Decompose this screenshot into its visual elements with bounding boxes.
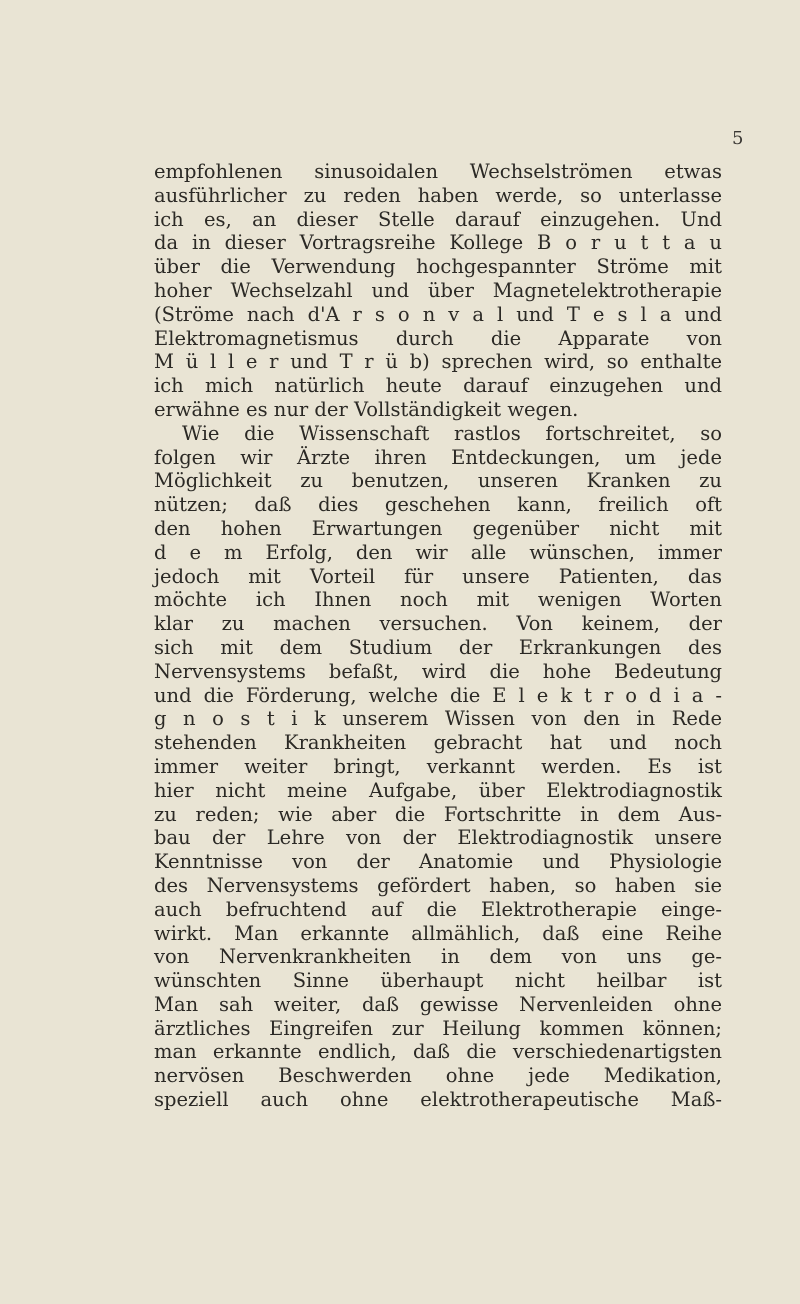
text-line: speziell auch ohne elektrotherapeutische Maß- bbox=[154, 1088, 722, 1112]
text-line: sich mit dem Studium der Erkrankungen des bbox=[154, 635, 722, 659]
text-line: Kenntnisse von der Anatomie und Physiologie bbox=[154, 850, 722, 874]
text-line: man erkannte endlich, daß die verschiedenartigsten bbox=[154, 1040, 722, 1064]
text-line: von Nervenkrankheiten in dem von uns ge- bbox=[154, 945, 722, 969]
text-line: stehenden Krankheiten gebracht hat und noch bbox=[154, 731, 722, 755]
text-line: g n o s t i k unserem Wissen von den in Rede bbox=[154, 707, 722, 731]
text-line: möchte ich Ihnen noch mit wenigen Worten bbox=[154, 588, 722, 612]
text-line: bau der Lehre von der Elektrodiagnostik unsere bbox=[154, 826, 722, 850]
text-line: ich es, an dieser Stelle darauf einzugehen. Und bbox=[154, 207, 722, 231]
text-line: Man sah weiter, daß gewisse Nervenleiden ohne bbox=[154, 992, 722, 1016]
text-line: jedoch mit Vorteil für unsere Patienten, das bbox=[154, 564, 722, 588]
text-line: wünschten Sinne überhaupt nicht heilbar ist bbox=[154, 969, 722, 993]
text-line: des Nervensystems gefördert haben, so haben sie bbox=[154, 873, 722, 897]
text-line: (Ströme nach d'A r s o n v a l und T e s l a und bbox=[154, 302, 722, 326]
text-line: erwähne es nur der Vollständigkeit wegen. bbox=[154, 397, 579, 421]
text-line: hoher Wechselzahl und über Magnetelektrotherapie bbox=[154, 278, 722, 302]
text-line: den hohen Erwartungen gegenüber nicht mit bbox=[154, 516, 722, 540]
text-line: wirkt. Man erkannte allmählich, daß eine Reihe bbox=[154, 921, 722, 945]
page-number: 5 bbox=[732, 128, 744, 149]
text-line: ausführlicher zu reden haben werde, so unterlasse bbox=[154, 183, 722, 207]
text-line: Nervensystems befaßt, wird die hohe Bedeutung bbox=[154, 659, 722, 683]
text-line: Möglichkeit zu benutzen, unseren Kranken zu bbox=[154, 469, 722, 493]
text-line: hier nicht meine Aufgabe, über Elektrodiagnostik bbox=[154, 778, 722, 802]
text-line: auch befruchtend auf die Elektrotherapie einge- bbox=[154, 897, 722, 921]
text-line: nervösen Beschwerden ohne jede Medikation, bbox=[154, 1064, 722, 1088]
text-line: empfohlenen sinusoidalen Wechselströmen etwas bbox=[154, 160, 722, 183]
text-line: Wie die Wissenschaft rastlos fortschreitet, so bbox=[182, 421, 722, 445]
text-line: ärztliches Eingreifen zur Heilung kommen können; bbox=[154, 1016, 722, 1040]
text-line: über die Verwendung hochgespannter Ströme mit bbox=[154, 255, 722, 279]
text-line: ich mich natürlich heute darauf einzugehen und bbox=[154, 374, 722, 398]
text-line: folgen wir Ärzte ihren Entdeckungen, um jede bbox=[154, 445, 722, 469]
text-line: immer weiter bringt, verkannt werden. Es ist bbox=[154, 754, 722, 778]
text-line: und die Förderung, welche die E l e k t r o d i a - bbox=[154, 683, 722, 707]
text-line: klar zu machen versuchen. Von keinem, der bbox=[154, 612, 722, 636]
text-line: da in dieser Vortragsreihe Kollege B o r u t t a u bbox=[154, 231, 722, 255]
text-line: d e m Erfolg, den wir alle wünschen, immer bbox=[154, 540, 722, 564]
text-line: zu reden; wie aber die Fortschritte in dem Aus- bbox=[154, 802, 722, 826]
text-line: nützen; daß dies geschehen kann, freilich oft bbox=[154, 493, 722, 517]
body-text bbox=[154, 160, 722, 1112]
text-line: Elektromagnetismus durch die Apparate von bbox=[154, 326, 722, 350]
text-line: M ü l l e r und T r ü b) sprechen wird, so enthalte bbox=[154, 350, 722, 374]
